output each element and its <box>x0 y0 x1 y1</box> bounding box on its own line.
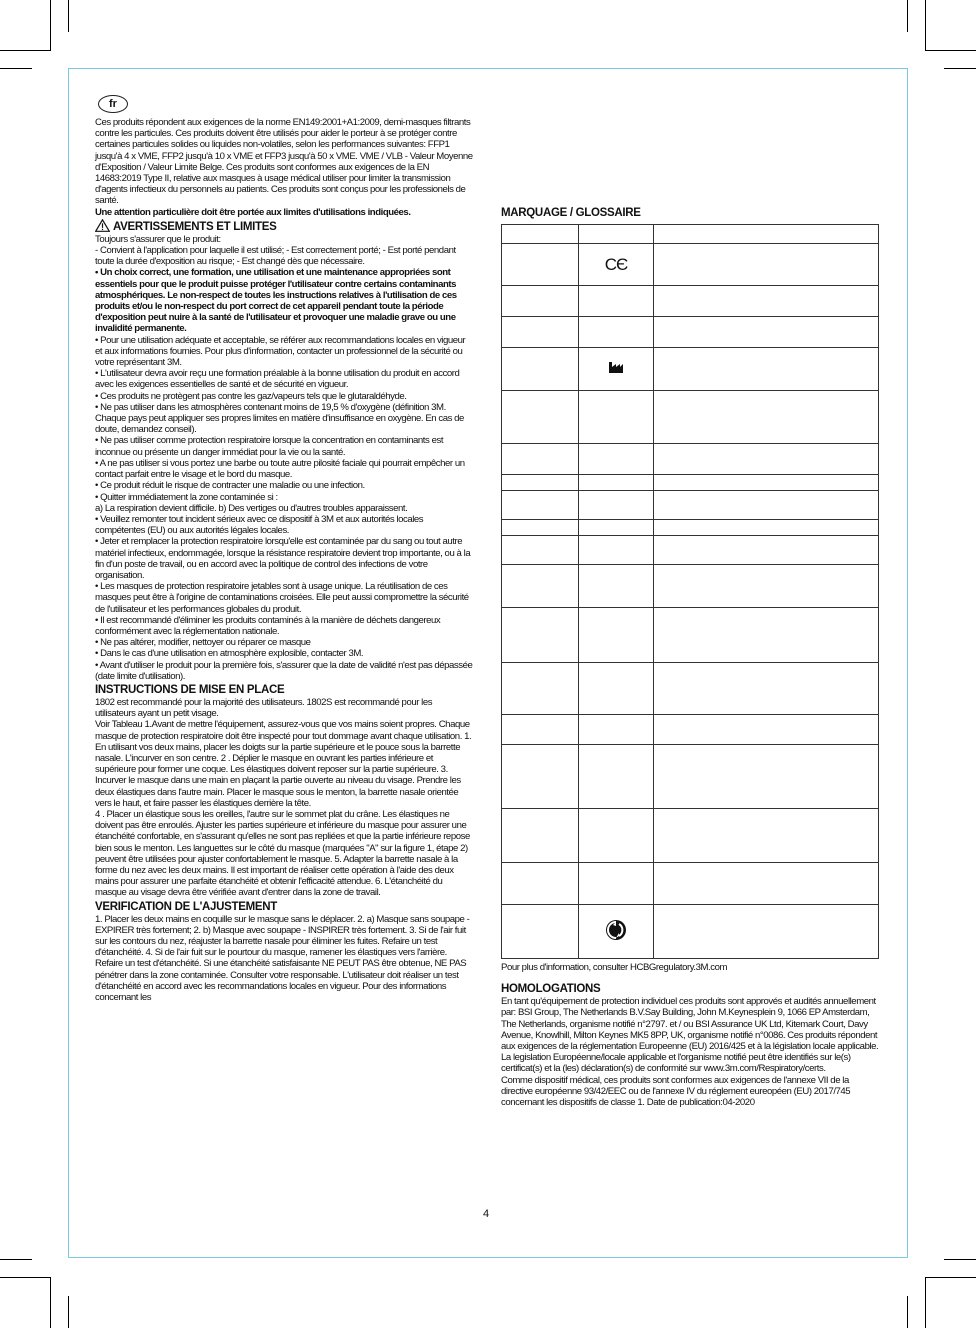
table-row <box>502 348 879 391</box>
crop-mark <box>68 0 69 32</box>
fitting-paragraph: 4 . Placer un élastique sous les oreilles, l'autre sur le sommet plat du crâne. Les élastiques ne doivent pas être enroulés. Ajuster les parties supérieure et inférieure du masque pour assurer une étanchéité confortable, en s'assurant qu'elles ne sont pas repliées et que la partie inférieure repose bien sous le menton. Les languettes sur le côté du masque (marquées "A" sur la figure 1, étape 2) peuvent être utilisées pour ajuster confortablement le masque. 5. Adapter la barrette nasale à la forme du nez avec les deux mains. Il est important de réaliser cette opération à l'aide des deux mains pour assurer une parfaite étanchéité et obtenir l'efficacité attendue. 6. L'étanchéité du masque au visage devra être vérifiée avant d'entrer dans la zone de travail. <box>95 808 470 899</box>
table-row <box>502 244 879 286</box>
fit-check-heading: VERIFICATION DE L'AJUSTEMENT <box>95 900 277 913</box>
fitting-heading: INSTRUCTIONS DE MISE EN PLACE <box>95 683 285 696</box>
warning-item: • Ne pas utiliser comme protection respiratoire lorsque la concentration en contaminants est inconnue ou présente un danger immédiat pour la vie ou la santé. <box>95 435 444 458</box>
page-number: 4 <box>483 1208 490 1220</box>
intro-paragraph: Ces produits répondent aux exigences de la norme EN149:2001+A1:2009, demi-masques filtrants contre les particules. Ces produits doivent être utilisés pour aider le porteur à se protéger contre certaines particules solides ou liquides non-volatiles, selon les performances suivantes: FFP1 jusqu'à 4 x VME, FFP2 jusqu'à 10 x VME et FFP3 jusqu'à 50 x VME. VME / VLB - Valeur Moyenne d'Exposition / Valeur Limite Belge. Ces produits sont conformes aux exigences de la EN 14683:2019 Type II, relative aux masques à usage médical utiliser pour limiter la transmission d'agents infectieux du personnels au patients. Ces produits sont conçus pour les professionels de santé. <box>95 117 473 207</box>
right-column-heading-area <box>501 205 879 220</box>
warning-item: • Les masques de protection respiratoire jetables sont à usage unique. La réutilisation de ces masques peut être à l'origine de contaminations croisées. Elle peut aussi compromettre la sécurité de l'utilisateur et les performances globales du produit. <box>95 581 469 615</box>
table-row <box>502 520 879 536</box>
warning-item: • Pour une utilisation adéquate et acceptable, se référer aux recommandations locales en vigueur et aux informations fournies. Pour plus d'information, contacter un professionnel de la sécurité ou votre représentant 3M. <box>95 334 466 369</box>
warning-item: • Un choix correct, une formation, une utilisation et une maintenance appropriées sont essentiels pour que le produit puisse protéger l'utilisateur contre certains contaminants atmosphériques. Le non-respect de toutes les instructions relatives à l'utilisation de ces produits et/ou le non-respect du port correct de cet appareil pendant toute la période d'exposition peut nuire à la santé de l'utilisateur et provoquer une maladie grave ou une invalidité permanente. <box>95 267 457 335</box>
table-row <box>502 536 879 565</box>
warning-item: - Convient à l'application pour laquelle il est utilisé; - Est correctement porté; - Est porté pendant toute la durée d'exposition au risque; - Est changé dès que nécessaire. <box>95 245 456 268</box>
table-row <box>502 565 879 608</box>
table-row <box>502 663 879 715</box>
warning-item: • Dans le cas d'une utilisation en atmosphère explosible, contacter 3M. <box>95 648 364 660</box>
warning-item: • Ce produit réduit le risque de contracter une maladie ou une infection. <box>95 480 365 492</box>
left-column <box>95 117 474 1003</box>
warning-item: Toujours s'assurer que le produit: <box>95 233 221 245</box>
table-row <box>502 225 879 244</box>
table-row <box>502 863 879 905</box>
right-column-lower <box>501 962 879 1108</box>
crop-mark <box>0 68 32 69</box>
table-row <box>502 444 879 475</box>
warning-item: • Ces produits ne protègent pas contre les gaz/vapeurs tels que le glutaraldéhyde. <box>95 390 407 402</box>
table-row <box>502 745 879 809</box>
table-row <box>502 809 879 863</box>
crop-mark <box>68 1296 69 1328</box>
warning-item: • Jeter et remplacer la protection respiratoire lorsqu'elle est contaminée par du sang ou tout autre matériel infectieux, endommagée, lorsque la résistance respiratoire devient trop importante, ou à la fin d'un poste de travail, ou en accord avec la politique de control des infections de votre organisation. <box>95 536 471 581</box>
manufacturer-icon <box>608 361 624 374</box>
table-row <box>502 286 879 317</box>
table-row <box>502 608 879 663</box>
warning-item: • Quitter immédiatement la zone contaminée si : <box>95 491 278 503</box>
language-badge: fr <box>98 95 128 113</box>
table-row <box>502 715 879 745</box>
crop-mark <box>925 0 926 51</box>
table-row <box>502 391 879 444</box>
warnings-title: AVERTISSEMENTS ET LIMITES <box>113 220 277 233</box>
crop-mark <box>925 50 976 51</box>
warning-item: • L'utilisateur devra avoir reçu une formation préalable à la bonne utilisation du produit en accord avec les exigences essentielles de santé et de sécurité en vigueur. <box>95 368 460 391</box>
crop-mark <box>0 1277 51 1278</box>
intro-warning: Une attention particulière doit être portée aux limites d'utilisations indiquées. <box>95 206 411 218</box>
warning-icon <box>95 219 110 232</box>
green-dot-icon <box>605 919 627 941</box>
table-row <box>502 317 879 348</box>
table-row <box>502 905 879 959</box>
fit-check-paragraph: 1. Placer les deux mains en coquille sur le masque sans le déplacer. 2. a) Masque sans soupape - EXPIRER très fortement; 2. b) Masque avec soupape - INSPIRER très fortement. 3. Si de l'air fuit sur les contours du nez, réajuster la barrette nasale pour éliminer les fuites. Refaire un test d'étanchéité. 4. Si de l'air fuit sur le pourtour du masque, ramener les élastiques vers l'arrière. Refaire un test d'étanchéité. Si une étanchéité satisfaisante NE PEUT PAS être obtenue, NE PAS pénétrer dans la zone contaminée. Consulter votre responsable. L'utilisateur doit réaliser un test d'étanchéité en accord avec les recommandations locales en vigueur. Pour des informations concernant les <box>95 913 470 1004</box>
glossary-footer: Pour plus d'information, consulter HCBGregulatory.3M.com <box>501 962 727 973</box>
warning-item: • A ne pas utiliser si vous portez une barbe ou toute autre pilosité faciale qui pourrait empêcher un contact parfait entre le visage et le bord du masque. <box>95 457 465 481</box>
glossary-heading: MARQUAGE / GLOSSAIRE <box>501 207 641 219</box>
fitting-paragraph: 1802 est recommandé pour la majorité des utilisateurs. 1802S est recommandé pour les utilisateurs ayant un petit visage. <box>95 696 433 720</box>
glossary-table <box>501 224 879 959</box>
crop-mark <box>0 1259 32 1260</box>
crop-mark <box>925 1277 926 1328</box>
warning-item: • Avant d'utiliser le produit pour la première fois, s'assurer que la date de validité n'est pas dépassée (date limite d'utilisation). <box>95 659 473 682</box>
warning-item: a) La respiration devient difficile. b) Des vertiges ou d'autres troubles apparaissent. <box>95 502 408 514</box>
table-row <box>502 475 879 491</box>
approvals-paragraph: En tant qu'équipement de protection individuel ces produits sont approvés et audités annuellement par: BSI Group, The Netherlands B.V.Say Building, John M.Keynesplein 9, 1066 EP Amsterdam, The Netherlands, organisme notifié n°2797. et / ou BSI Assurance UK Ltd, Kitemark Court, Davy Avenue, Knowlhill, Milton Keynes MK5 8PP, UK, organisme notifié n°0086. Ces produits répondent aux exigences de la réglementation Europeenne (EU) 2016/425 et à la législation locale applicable. La legislation Européenne/locale applicable et l'organisme notifié peut être identifiés sur le(s) certificat(s) et la (les) déclaration(s) de conformité sur www.3m.com/Respiratory/certs. <box>501 996 879 1075</box>
crop-mark <box>944 1259 976 1260</box>
crop-mark <box>944 68 976 69</box>
crop-mark <box>0 50 51 51</box>
crop-mark <box>925 1277 976 1278</box>
fitting-paragraph: Voir Tableau 1.Avant de mettre l'équipement, assurez-vous que vos mains soient propres. Chaque masque de protection respiratoire doit être inspecté pour tout dommage avant chaque utilisation. 1. En utilisant vos deux mains, placer les doigts sur la partie supérieure et le pouce sous la barrette nasale. L'incurver en son centre. 2 . Déplier le masque en ouvrant les parties inférieure et supérieure pour former une coque. Les élastiques doivent reposer sur la partie supérieure. 3. Incurver le masque dans une main en plaçant la partie ouverte au niveau du visage. Prendre les deux élastiques dans l'autre main. Placer le masque sous le menton, la barrette nasale orientée vers le haut, et faire passer les élastiques derrière la tête. <box>95 719 472 809</box>
crop-mark <box>50 1277 51 1328</box>
table-row <box>502 491 879 520</box>
ce-mark-icon: CЄ <box>604 254 628 274</box>
warnings-heading <box>95 219 474 234</box>
warning-item: • Ne pas utiliser dans les atmosphères contenant moins de 19,5 % d'oxygène (définition 3M. Chaque pays peut appliquer ses propres limites en matière d'insuffisance en oxygène. En cas de doute, demandez conseil). <box>95 401 464 436</box>
approvals-heading: HOMOLOGATIONS <box>501 983 601 996</box>
warning-item: • Ne pas altérer, modifier, nettoyer ou réparer ce masque <box>95 637 311 649</box>
crop-mark <box>907 1296 908 1328</box>
approvals-paragraph: Comme dispositif médical, ces produits sont conformes aux exigences de l'annexe VII de la directive européenne 93/42/EEC ou de l'annexe IV du réglement eureopéen (EU) 2017/745 concernant les dispositifs de classe 1. Date de publication:04-2020 <box>501 1074 851 1109</box>
warning-item: • Il est recommandé d'éliminer les produits contaminés à la manière de déchets dangereux conformément avec la réglementation nationale. <box>95 614 441 637</box>
crop-mark <box>50 0 51 51</box>
warning-item: • Veuillez remonter tout incident sérieux avec ce dispositif à 3M et aux autorités locales compétentes (EU) ou aux autorités légales locales. <box>95 513 424 537</box>
crop-mark <box>907 0 908 32</box>
